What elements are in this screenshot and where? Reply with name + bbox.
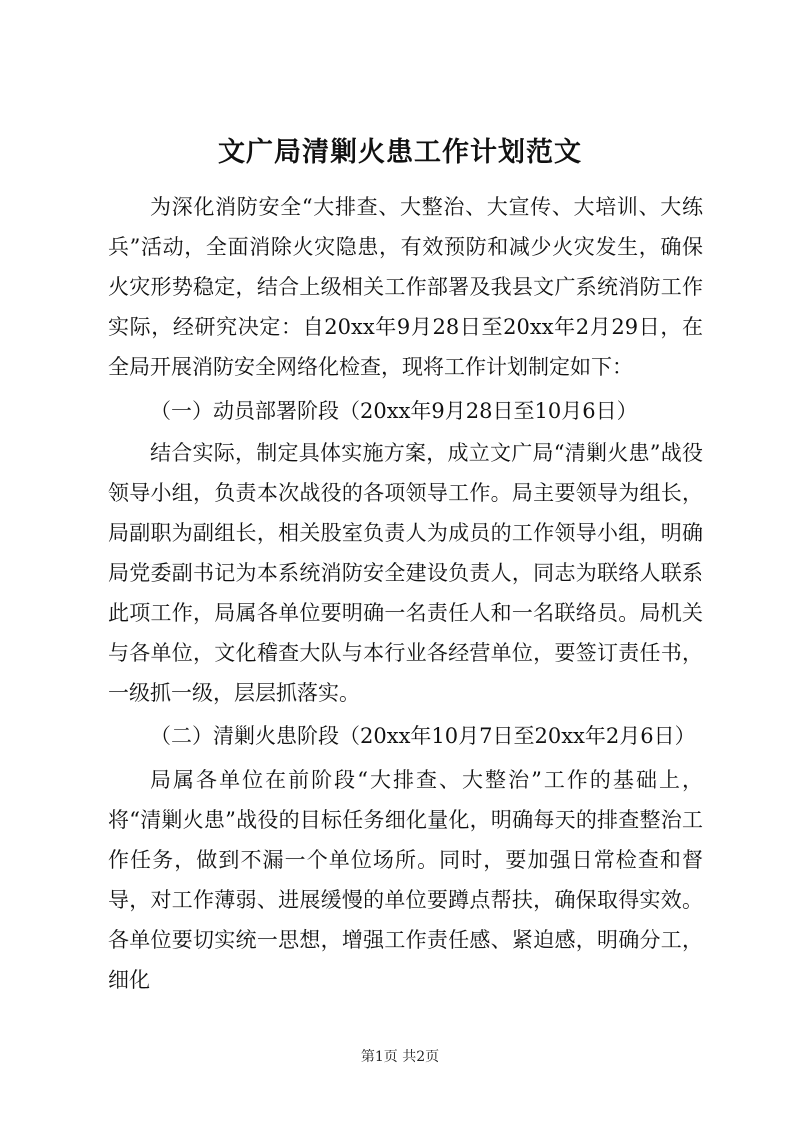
document-title: 文广局清剿火患工作计划范文 <box>218 137 582 168</box>
document-body <box>108 187 703 1003</box>
paragraph-clearing: 局属各单位在前阶段“大排查、大整治”工作的基础上，将“清剿火患”战役的目标任务细化量化，明确每天的排查整治工作任务，做到不漏一个单位场所。同时，要加强日常检查和督导，对工作薄弱、进展缓慢的单位要蹲点帮扶，确保取得实效。各单位要切实统一思想，增强工作责任感、紧迫感，明确分工，细化 <box>108 767 703 992</box>
page-number: 第1页 共2页 <box>360 1049 440 1065</box>
paragraph-mobilization: 结合实际，制定具体实施方案，成立文广局“清剿火患”战役领导小组，负责本次战役的各项领导工作。局主要领导为组长，局副职为副组长，相关股室负责人为成员的工作领导小组，明确局党委副书记为本系统消防安全建设负责人，同志为联络人联系此项工作，局属各单位要明确一名责任人和一名联络员。局机关与各单位，文化稽查大队与本行业各经营单位，要签订责任书，一级抓一级，层层抓落实。 <box>108 440 703 705</box>
paragraph-intro: 为深化消防安全“大排查、大整治、大宣传、大培训、大练兵”活动，全面消除火灾隐患，有效预防和减少火灾发生，确保火灾形势稳定，结合上级相关工作部署及我县文广系统消防工作实际，经研究决定：自20xx年9月28日至20xx年2月29日，在全局开展消防安全网络化检查，现将工作计划制定如下： <box>108 195 703 379</box>
section-heading-clearing: （二）清剿火患阶段（20xx年10月7日至20xx年2月6日） <box>150 724 696 748</box>
section-heading-mobilization: （一）动员部署阶段（20xx年9月28日至10月6日） <box>150 398 638 423</box>
